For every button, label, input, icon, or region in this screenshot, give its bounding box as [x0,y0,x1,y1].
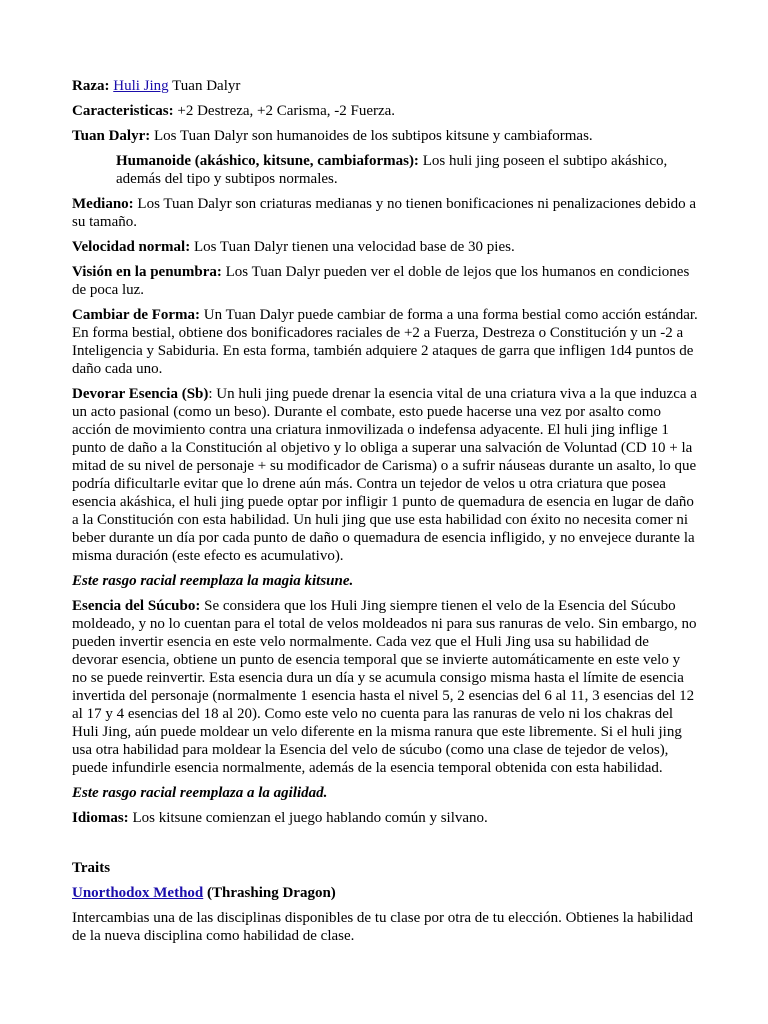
trait-title-line [72,884,698,902]
velocidad-line [72,238,698,256]
cambiar-forma-label: Cambiar de Forma: [72,307,201,323]
reemplaza-agilidad-text: Este rasgo racial reemplaza a la agilidad. [72,785,328,801]
trait-description: Intercambias una de las disciplinas disponibles de tu clase por otra de tu elección. Obtienes la habilidad de la nueva disciplina como habilidad de clase. [72,910,694,944]
document-page [72,77,698,952]
raza-value: Tuan Dalyr [168,78,241,94]
unorthodox-method-link[interactable]: Unorthodox Method [72,885,204,901]
section-spacer [72,834,698,859]
esencia-sucubo-text: Se considera que los Huli Jing siempre tienen el velo de la Esencia del Súcubo moldeado, y no lo cuentan para el total de velos moldeados ni para sus ranuras de velo. Sin embargo, no pueden invertir esencia en este velo normalmente. Cada vez que el Huli Jing usa su habilidad de devorar esencia, obtiene un punto de esencia temporal que se invierte automáticamente en este velo y no se puede reinvertir. Esta esencia dura un día y se acumula consigo misma hasta el límite de esencia invertida del personaje (normalmente 1 esencia hasta el nivel 5, 2 esencias del 6 al 11, 3 esencias del 12 al 17 y 4 esencias del 18 al 20). Como este velo no cuenta para las ranuras de velo ni los chakras del Huli Jing, aún puede moldear un velo diferente en la misma ranura que este libremente. Si el huli jing usa otra habilidad para moldear la Esencia del velo de súcubo (como una clase de tejedor de velos), puede infundirle esencia normalmente, además de la esencia temporal obtenida con esta habilidad. [72,598,697,776]
humanoide-label: Humanoide (akáshico, kitsune, cambiaformas): [116,153,419,169]
reemplaza-agilidad-note [72,784,698,802]
caracteristicas-line [72,102,698,120]
devorar-esencia-line [72,385,698,565]
reemplaza-magia-text: Este rasgo racial reemplaza la magia kitsune. [72,573,354,589]
caracteristicas-text: +2 Destreza, +2 Carisma, -2 Fuerza. [173,103,396,119]
devorar-esencia-label: Devorar Esencia (Sb) [72,386,209,402]
mediano-text: Los Tuan Dalyr son criaturas medianas y no tienen bonificaciones ni penalizaciones debido a su tamaño. [72,196,697,230]
devorar-esencia-text: : Un huli jing puede drenar la esencia vital de una criatura viva a la que induzca a un acto pasional (como un beso). Durante el combate, esto puede hacerse una vez por asalto como acción de movimiento contra una criatura inmovilizada o indefensa adyacente. El huli jing inflige 1 punto de daño a la Constitución al objetivo y lo obliga a superar una salvación de Voluntad (CD 10 + la mitad de su nivel de personaje + su modificador de Carisma) o a sufrir náuseas durante un asalto, lo que podría dificultarle evitar que lo drene aún más. Contra un tejedor de velos u otra criatura que posea esencia akáshica, el huli jing puede optar por infligir 1 punto de quemadura de esencia en lugar de daño a la Constitución con esta habilidad. Un huli jing que use esta habilidad con éxito no necesita comer ni beber durante un día por cada punto de daño o quemadura de esencia infligido, y no envejece durante la misma duración (este efecto es acumulativo). [72,386,697,564]
trait-source: (Thrashing Dragon) [203,885,336,901]
cambiar-forma-line [72,306,698,378]
vision-line [72,263,698,299]
raza-line [72,77,698,95]
traits-heading-line [72,859,698,877]
velocidad-text: Los Tuan Dalyr tienen una velocidad base de 30 pies. [190,239,515,255]
vision-text: Los Tuan Dalyr pueden ver el doble de lejos que los humanos en condiciones de poca luz. [72,264,690,298]
esencia-sucubo-label: Esencia del Súcubo: [72,598,201,614]
humanoide-line [116,152,698,188]
traits-heading: Traits [72,860,111,876]
mediano-label: Mediano: [72,196,134,212]
huli-jing-link[interactable]: Huli Jing [113,78,169,94]
vision-label: Visión en la penumbra: [72,264,222,280]
raza-label: Raza: [72,78,110,94]
mediano-line [72,195,698,231]
caracteristicas-label: Caracteristicas: [72,103,174,119]
velocidad-label: Velocidad normal: [72,239,191,255]
cambiar-forma-text: Un Tuan Dalyr puede cambiar de forma a una forma bestial como acción estándar. En forma bestial, obtiene dos bonificadores raciales de +2 a Fuerza, Destreza o Constitución y un -2 a Inteligencia y Sabiduria. En esta forma, también adquiere 2 ataques de garra que infligen 1d4 puntos de daño cada uno. [72,307,698,377]
tuan-dalyr-label: Tuan Dalyr: [72,128,151,144]
humanoide-text: Los huli jing poseen el subtipo akáshico, además del tipo y subtipos normales. [116,153,668,187]
reemplaza-magia-note [72,572,698,590]
idiomas-line [72,809,698,827]
tuan-dalyr-text: Los Tuan Dalyr son humanoides de los subtipos kitsune y cambiaformas. [150,128,593,144]
esencia-sucubo-line [72,597,698,777]
idiomas-label: Idiomas: [72,810,129,826]
tuan-dalyr-line [72,127,698,145]
idiomas-text: Los kitsune comienzan el juego hablando común y silvano. [128,810,488,826]
